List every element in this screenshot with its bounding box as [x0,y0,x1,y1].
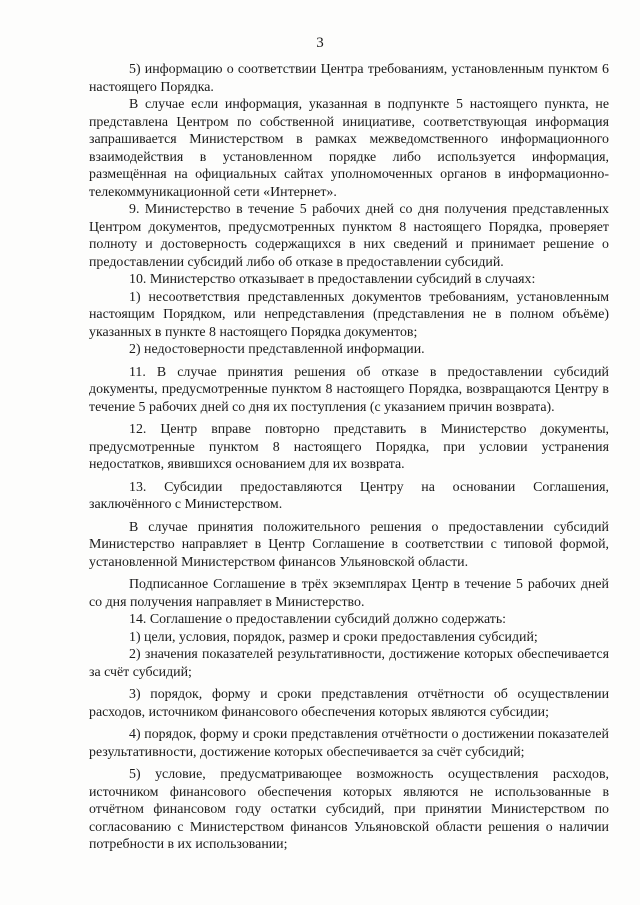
paragraph: 2) значения показателей результативности, достижение которых обеспечивается за счёт субсидий; [89,647,609,680]
paragraph: 1) несоответствия представленных документов требованиям, установленным настоящим Порядком, или непредставления (представления не в полном объёме) указанных в пункте 8 настоящего Порядка документов; [89,289,609,340]
paragraph: 5) информацию о соответствии Центра требованиям, установленным пунктом 6 настоящего Порядка. [89,62,609,95]
paragraph: В случае если информация, указанная в подпункте 5 настоящего пункта, не представлена Центром по собственной инициативе, соответствующая информация запрашивается Министерством в рамках межведомственного информационного взаимодействия в установленном порядке либо используется информация, размещённая на официальных сайтах уполномоченных органов в информационно-телекоммуникационной сети «Интернет». [89,97,609,200]
paragraph: 5) условие, предусматривающее возможность осуществления расходов, источником финансового обеспечения которых являются не использованные в отчётном финансовом году остатки субсидий, при принятии Министерством по согласованию с Министерством финансов Ульяновской области решения о наличии потребности в их использовании; [89,767,609,852]
paragraph: 3) порядок, форму и сроки представления отчётности об осуществлении расходов, источником финансового обеспечения которых являются субсидии; [89,687,609,720]
paragraph: 12. Центр вправе повторно представить в Министерство документы, предусмотренные пунктом 8 настоящего Порядка, при условии устранения недостатков, явившихся основанием для их возврата. [89,422,609,472]
paragraph: 4) порядок, форму и сроки представления отчётности о достижении показателей результативности, достижение которых обеспечивается за счёт субсидий; [89,727,609,760]
paragraph: 9. Министерство в течение 5 рабочих дней со дня получения представленных Центром документов, предусмотренных пунктом 8 настоящего Порядка, проверяет полноту и достоверность содержащихся в них сведений и принимает решение о предоставлении субсидий либо об отказе в предоставлении субсидий. [89,202,609,270]
paragraph: 2) недостоверности представленной информации. [129,342,425,357]
page-number: 3 [316,35,324,51]
paragraph: Подписанное Соглашение в трёх экземплярах Центр в течение 5 рабочих дней со дня получения направляет в Министерство. [89,577,609,610]
paragraph: 1) цели, условия, порядок, размер и сроки предоставления субсидий; [129,629,538,645]
paragraph: 11. В случае принятия решения об отказе в предоставлении субсидий документы, предусмотренные пунктом 8 настоящего Порядка, возвращаются Центру в течение 5 рабочих дней со дня их поступления (с указанием причин возврата). [89,364,609,415]
document-body [89,61,609,854]
paragraph: В случае принятия положительного решения о предоставлении субсидий Министерство направляет в Центр Соглашение в соответствии с типовой формой, установленной Министерством финансов Ульяновской области. [89,519,609,570]
paragraph: 13. Субсидии предоставляются Центру на основании Соглашения, заключённого с Министерством. [89,479,609,512]
paragraph: 14. Соглашение о предоставлении субсидий должно содержать: [129,612,507,627]
paragraph: 10. Министерство отказывает в предоставлении субсидий в случаях: [129,272,536,287]
